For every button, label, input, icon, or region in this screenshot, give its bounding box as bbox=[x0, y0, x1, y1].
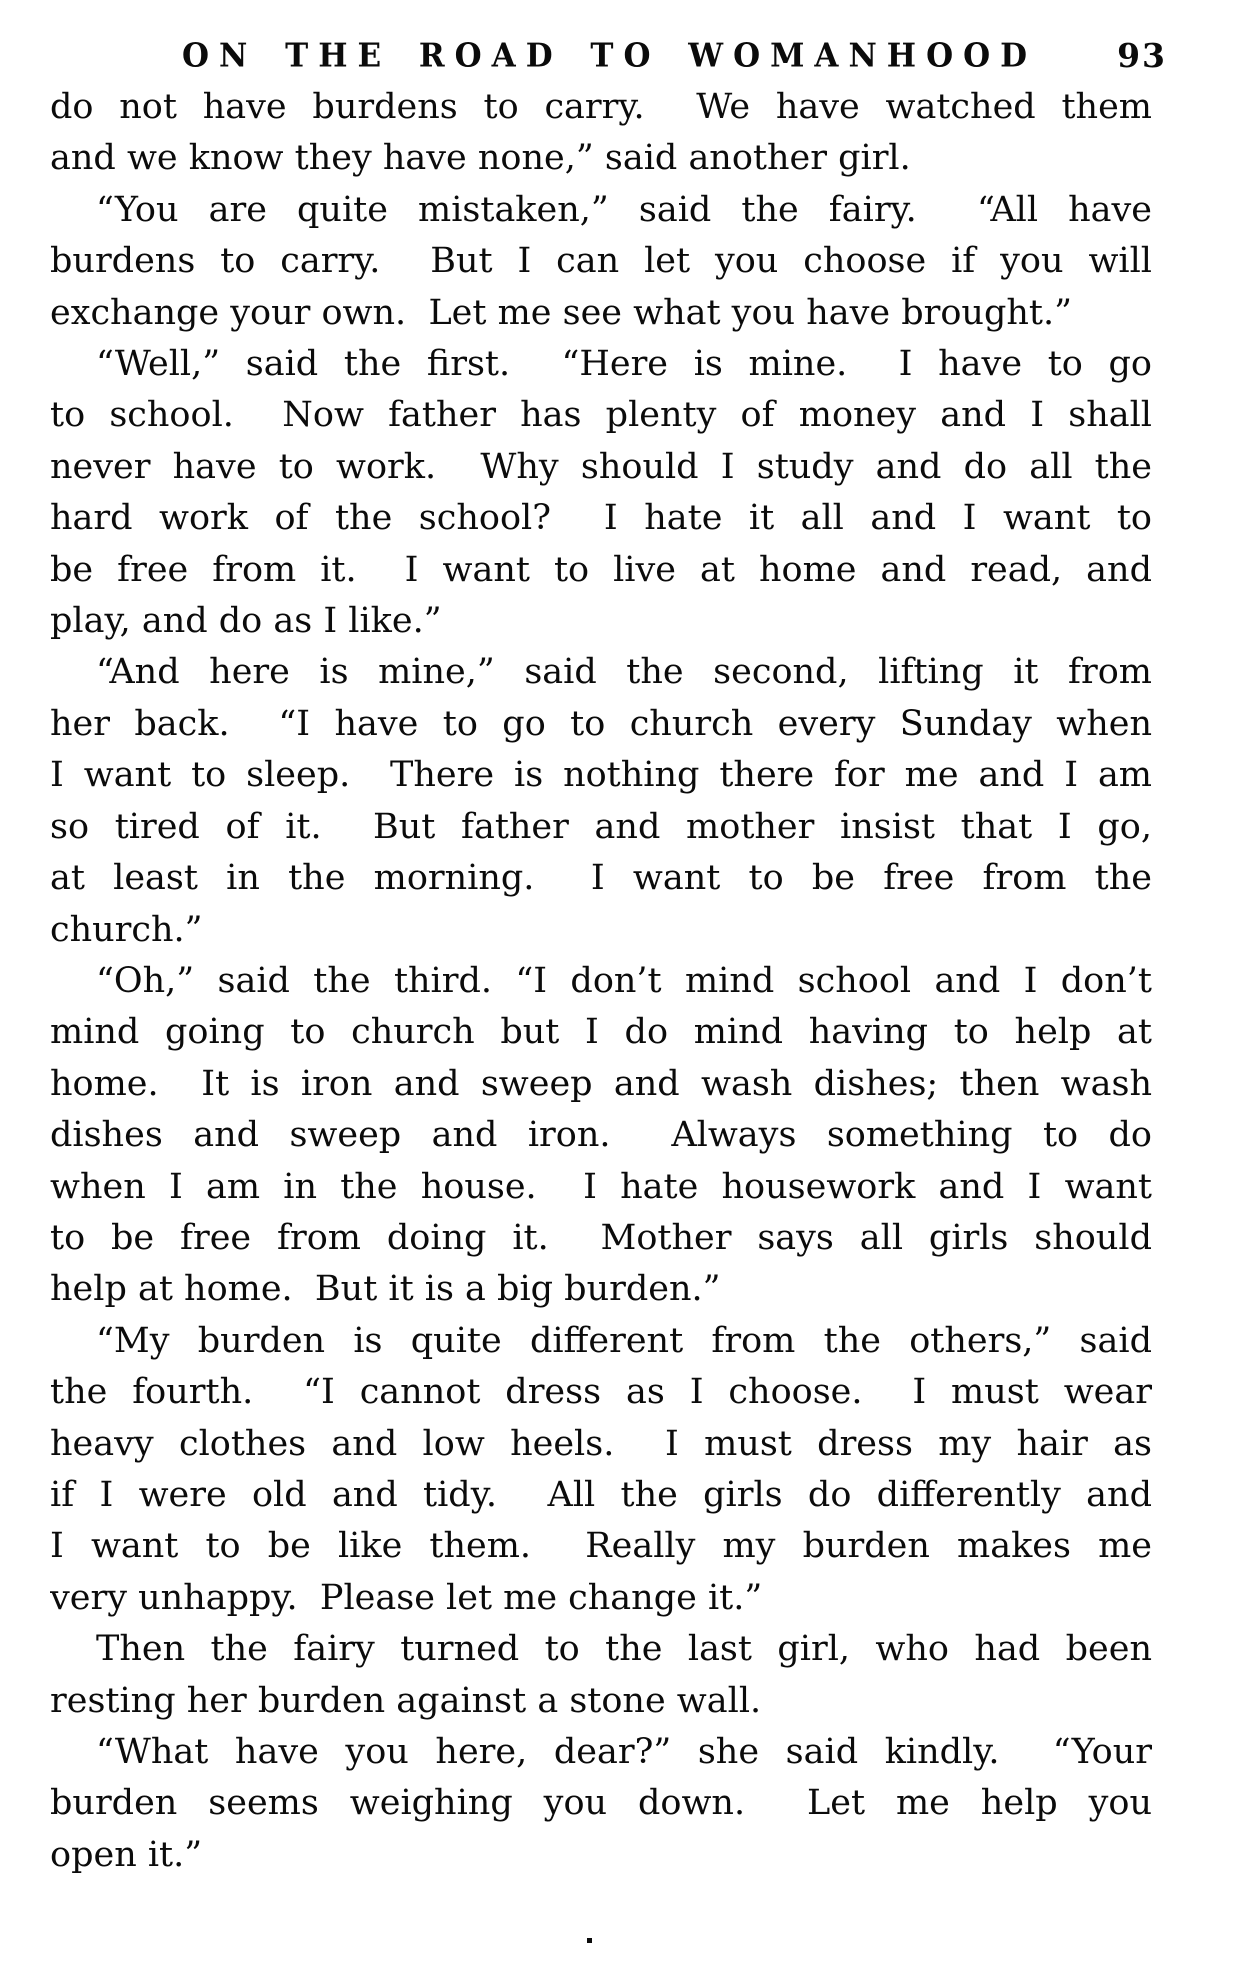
running-head-title: ON THE ROAD TO WOMANHOOD bbox=[182, 37, 1037, 75]
text-line: open it.” bbox=[50, 1834, 203, 1875]
text-block bbox=[50, 82, 1152, 1881]
text-line: Then the fairy turned to the last girl, who had been bbox=[96, 1629, 1152, 1670]
text-line: very unhappy. Please let me change it.” bbox=[50, 1577, 763, 1618]
text-line: “You are quite mistaken,” said the fairy. “All have bbox=[96, 189, 1152, 230]
text-line: to school. Now father has plenty of money and I shall bbox=[50, 395, 1152, 436]
ink-speck bbox=[587, 1938, 592, 1943]
text-line: “What have you here, dear?” she said kindly. “Your bbox=[96, 1732, 1152, 1772]
text-line: “Well,” said the first. “Here is mine. I have to go bbox=[96, 344, 1152, 385]
text-line: “My burden is quite different from the others,” said bbox=[96, 1320, 1152, 1361]
page-number: 93 bbox=[1117, 36, 1167, 75]
text-line: her back. “I have to go to church every Sunday when bbox=[50, 703, 1152, 744]
text-line: when I am in the house. I hate housework and I want bbox=[50, 1166, 1152, 1207]
text-line: home. It is iron and sweep and wash dishes; then wash bbox=[50, 1063, 1152, 1104]
text-line: hard work of the school? I hate it all and I want to bbox=[50, 498, 1152, 539]
text-line: I want to sleep. There is nothing there for me and I am bbox=[50, 755, 1152, 796]
paragraph bbox=[50, 1727, 1152, 1881]
paragraph bbox=[50, 82, 1152, 185]
text-line: never have to work. Why should I study and do all the bbox=[50, 446, 1152, 487]
text-line: be free from it. I want to live at home and read, and bbox=[50, 549, 1152, 590]
text-line: to be free from doing it. Mother says all girls should bbox=[50, 1217, 1152, 1258]
text-line: if I were old and tidy. All the girls do differently and bbox=[50, 1474, 1152, 1515]
paragraph bbox=[50, 956, 1152, 1316]
text-line: burdens to carry. But I can let you choose if you will bbox=[50, 241, 1152, 282]
paragraph bbox=[50, 185, 1152, 339]
text-line: resting her burden against a stone wall. bbox=[50, 1680, 762, 1721]
text-line: church.” bbox=[50, 909, 203, 950]
text-line: play, and do as I like.” bbox=[50, 601, 442, 642]
text-line: “Oh,” said the third. “I don’t mind school and I don’t bbox=[96, 960, 1152, 1001]
paragraph bbox=[50, 1316, 1152, 1624]
text-line: burden seems weighing you down. Let me help you bbox=[50, 1783, 1152, 1824]
text-line: mind going to church but I do mind having to help at bbox=[50, 1012, 1152, 1053]
text-line: “And here is mine,” said the second, lifting it from bbox=[96, 652, 1152, 693]
text-line: the fourth. “I cannot dress as I choose. I must wear bbox=[50, 1372, 1152, 1413]
text-line: at least in the morning. I want to be free from the bbox=[50, 858, 1152, 899]
paragraph bbox=[50, 1624, 1152, 1727]
text-line: so tired of it. But father and mother insist that I go, bbox=[50, 806, 1152, 847]
text-line: exchange your own. Let me see what you have brought.” bbox=[50, 292, 1072, 333]
text-line: and we know they have none,” said another girl. bbox=[50, 138, 911, 179]
text-line: help at home. But it is a big burden.” bbox=[50, 1269, 721, 1310]
text-line: I want to be like them. Really my burden makes me bbox=[50, 1526, 1152, 1567]
text-line: do not have burdens to carry. We have watched them bbox=[50, 87, 1152, 127]
page-header bbox=[182, 36, 1167, 75]
paragraph bbox=[50, 339, 1152, 647]
text-line: dishes and sweep and iron. Always something to do bbox=[50, 1115, 1152, 1156]
text-line: heavy clothes and low heels. I must dress my hair as bbox=[50, 1423, 1152, 1464]
paragraph bbox=[50, 647, 1152, 955]
